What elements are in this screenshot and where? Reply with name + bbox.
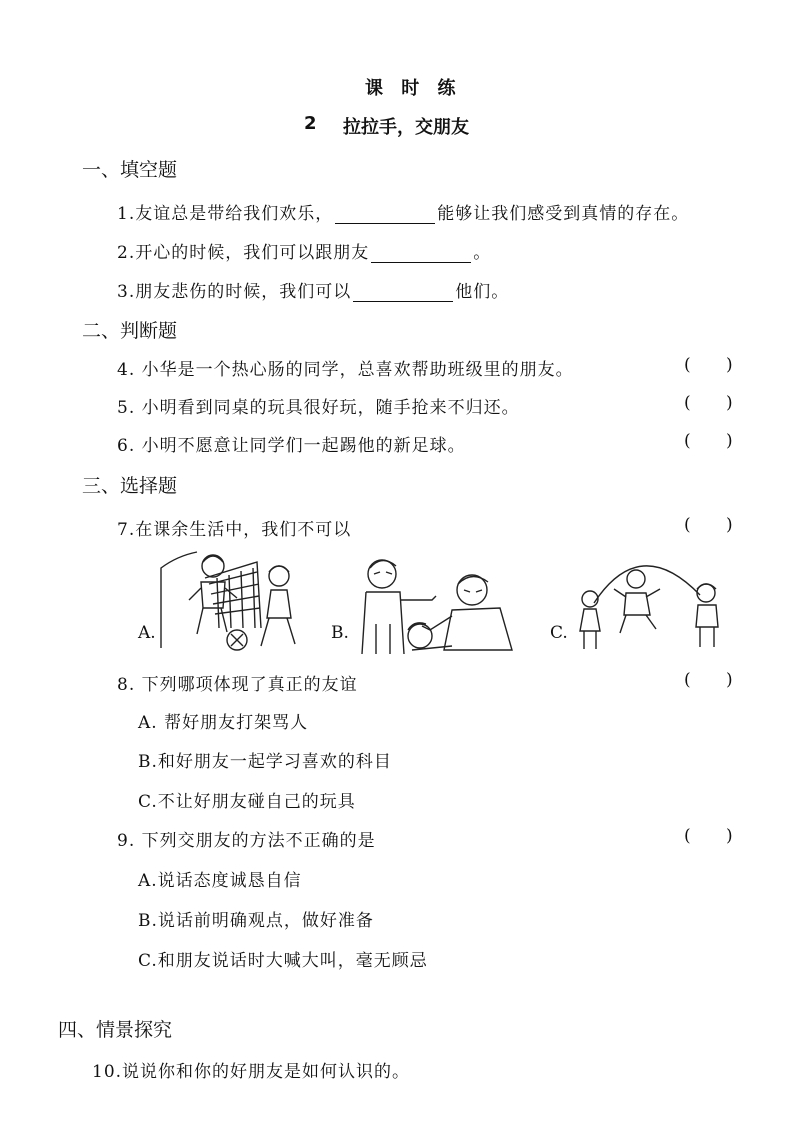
question-8: 8. 下列哪项体现了真正的友谊 (117, 675, 358, 695)
section-heading-multiple-choice: 三、选择题 (82, 475, 178, 497)
question-9-option-b[interactable]: B.说话前明确观点，做好准备 (138, 911, 374, 931)
question-2-text-before: 2.开心的时候，我们可以跟朋友 (117, 243, 370, 263)
question-7-option-b[interactable]: B. (331, 623, 349, 643)
option-a-soccer-illustration (157, 548, 307, 656)
question-8-option-b[interactable]: B.和好朋友一起学习喜欢的科目 (138, 752, 392, 772)
section-heading-true-false: 二、判断题 (82, 320, 178, 342)
question-4: 4. 小华是一个热心肠的同学，总喜欢帮助班级里的朋友。 (117, 360, 574, 380)
answer-paren-8[interactable]: ( ) (684, 670, 733, 690)
page-title: 课 时 练 (365, 78, 462, 99)
question-9-option-c[interactable]: C.和朋友说话时大喊大叫，毫无顾忌 (138, 951, 428, 971)
section-heading-scenario: 四、情景探究 (58, 1019, 173, 1041)
question-9-option-a[interactable]: A.说话态度诚恳自信 (138, 871, 302, 891)
question-9: 9. 下列交朋友的方法不正确的是 (117, 831, 376, 851)
lesson-number: 2 (304, 113, 317, 134)
question-5: 5. 小明看到同桌的玩具很好玩，随手抢来不归还。 (117, 398, 520, 418)
question-6: 6. 小明不愿意让同学们一起踢他的新足球。 (117, 436, 466, 456)
question-10: 10.说说你和你的好朋友是如何认识的。 (92, 1062, 411, 1082)
lesson-title: 拉拉手，交朋友 (343, 117, 469, 138)
question-1-text-before: 1.友谊总是带给我们欢乐， (117, 204, 334, 224)
question-3 (117, 277, 509, 302)
question-1 (117, 199, 689, 224)
answer-blank-3[interactable] (353, 283, 453, 302)
question-7: 7.在课余生活中，我们不可以 (117, 520, 352, 540)
question-3-text-before: 3.朋友悲伤的时候，我们可以 (117, 282, 352, 302)
section-heading-fill-blank: 一、填空题 (82, 159, 178, 181)
option-c-jump-rope-illustration (570, 553, 730, 653)
question-8-option-a[interactable]: A. 帮好朋友打架骂人 (138, 713, 309, 733)
question-7-option-a[interactable]: A. (138, 623, 156, 643)
answer-blank-1[interactable] (335, 205, 435, 224)
answer-paren-9[interactable]: ( ) (684, 826, 733, 846)
question-7-option-c[interactable]: C. (550, 623, 568, 643)
answer-paren-5[interactable]: ( ) (684, 393, 733, 413)
answer-blank-2[interactable] (371, 244, 471, 263)
option-b-fighting-illustration (352, 550, 527, 656)
question-1-text-after: 能够让我们感受到真情的存在。 (437, 204, 690, 224)
question-3-text-after: 他们。 (455, 282, 510, 302)
answer-paren-6[interactable]: ( ) (684, 431, 733, 451)
question-2 (117, 238, 491, 263)
question-8-option-c[interactable]: C.不让好朋友碰自己的玩具 (138, 792, 356, 812)
answer-paren-7[interactable]: ( ) (684, 515, 733, 535)
answer-paren-4[interactable]: ( ) (684, 355, 733, 375)
question-2-text-after: 。 (473, 243, 492, 263)
